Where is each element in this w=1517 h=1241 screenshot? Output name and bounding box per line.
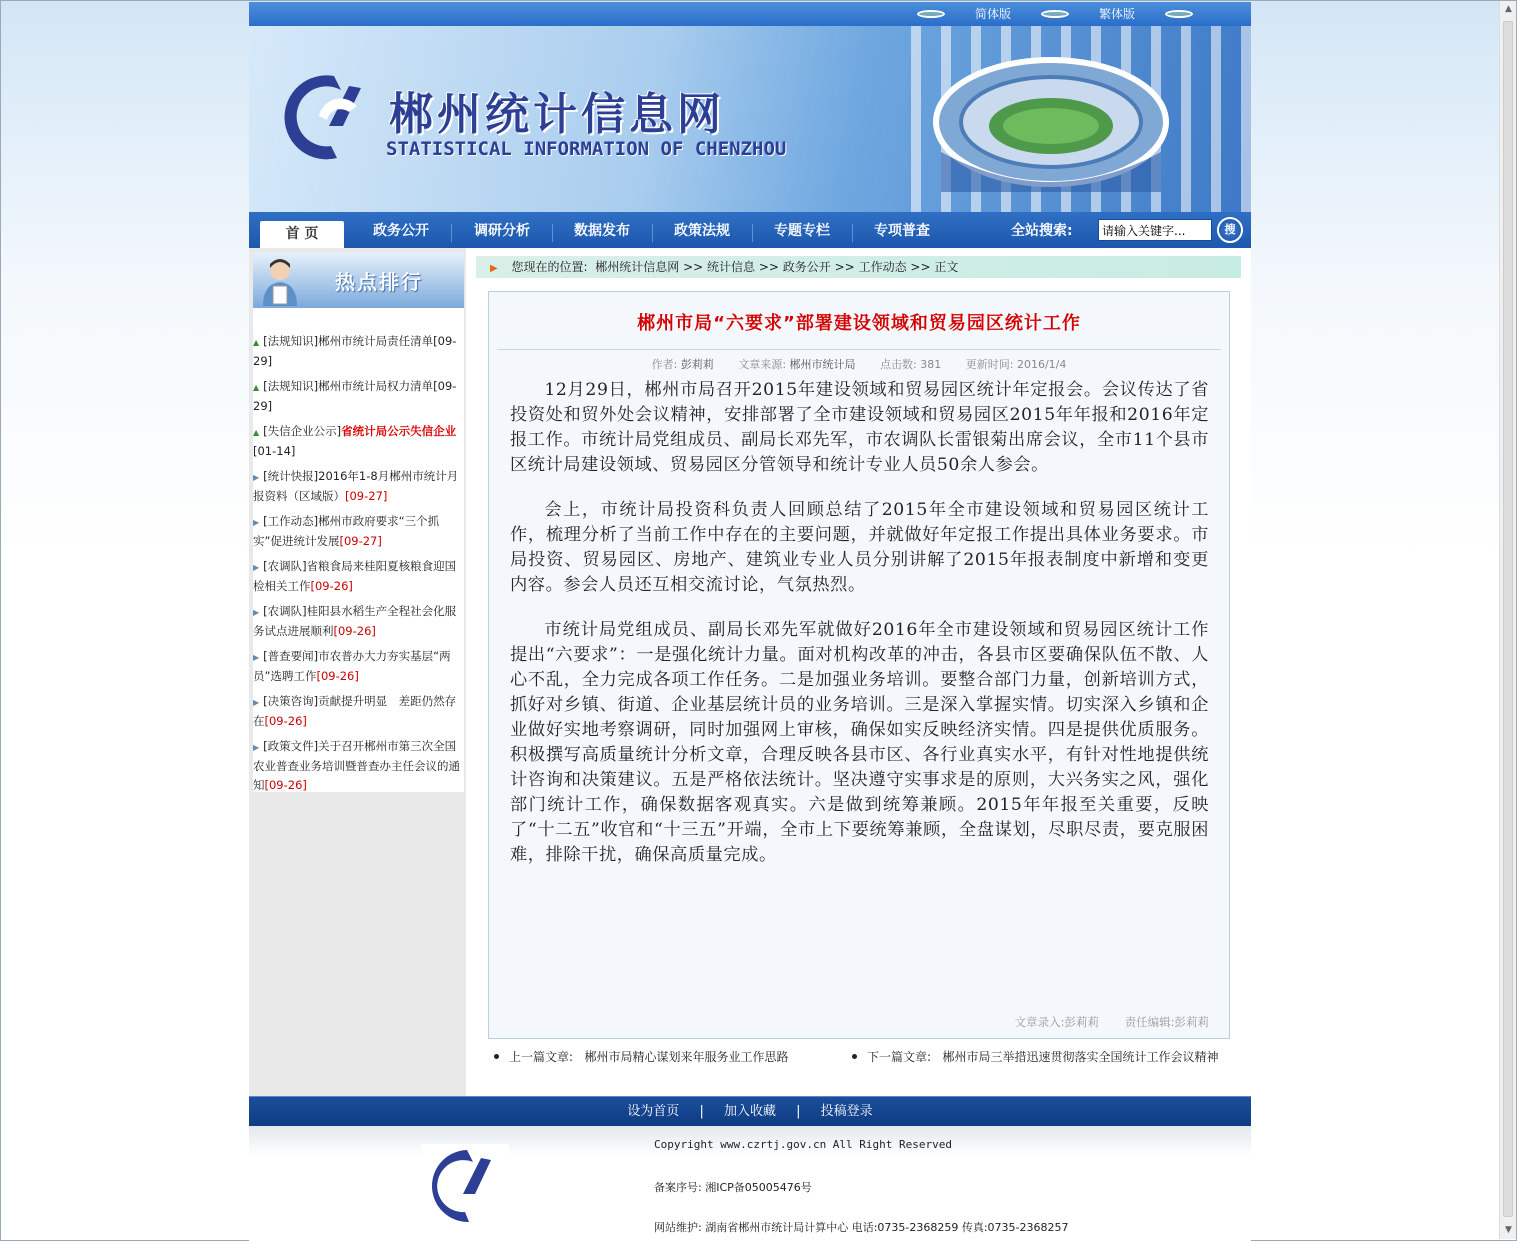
author-value: 彭莉莉	[680, 358, 714, 371]
footer-logo-icon	[421, 1144, 509, 1226]
scrollbar-thumb[interactable]	[1503, 21, 1513, 1217]
page-container	[249, 2, 1251, 1241]
breadcrumb	[476, 256, 1241, 278]
hot-ranking-link[interactable]: 市农普办大力夯实基层“两员”选聘工作	[253, 649, 451, 683]
hot-ranking-date: [09-26]	[333, 624, 376, 638]
hot-ranking-link[interactable]: 省统计局公示失信企业	[341, 424, 457, 438]
editor-label: 责任编辑:	[1124, 1015, 1175, 1029]
site-banner	[249, 26, 1251, 212]
nav-item-government-affairs[interactable]: 政务公开	[373, 223, 429, 239]
vertical-scrollbar[interactable]	[1499, 1, 1516, 1239]
breadcrumb-work-news[interactable]: 工作动态	[858, 260, 907, 274]
entry-value: 彭莉莉	[1064, 1015, 1100, 1029]
hot-ranking-date: [09-27]	[345, 489, 388, 503]
hot-ranking-date: [09-26]	[316, 669, 359, 683]
nav-item-policy[interactable]: 政策法规	[674, 223, 730, 239]
source-label: 文章来源:	[738, 358, 787, 371]
hot-ranking-category: [政策文件]	[263, 739, 319, 753]
article-paragraph: 12月29日，郴州市局召开2015年建设领域和贸易园区统计年定报会。会议传达了省投资处和贸外处会议精神，安排部署了全市建设领域和贸易园区2015年年报和2016年定报工作。市统计局党组成员、副局长邓先军，市农调队长雷银菊出席会议，全市11个县市区统计局建设领域、贸易园区分管领导和统计专业人员50余人参会。	[510, 380, 1209, 475]
main-nav	[249, 212, 1251, 248]
hot-ranking-category: [统计快报]	[263, 469, 319, 483]
green-triangle-icon: ▲	[253, 428, 260, 437]
breadcrumb-sep: >>	[910, 260, 931, 274]
hot-ranking-link[interactable]: 郴州市统计局责任清单	[318, 334, 434, 348]
clicks-label: 点击数:	[880, 358, 917, 371]
site-logo-icon	[279, 66, 379, 166]
hot-ranking-item[interactable]	[253, 512, 464, 551]
prev-label: 上一篇文章:	[509, 1050, 574, 1064]
triangle-icon: ▶	[253, 563, 260, 572]
breadcrumb-stats-info[interactable]: 统计信息	[707, 260, 756, 274]
author-label: 作者:	[651, 358, 678, 371]
hot-ranking-item[interactable]	[253, 332, 464, 371]
hot-ranking-category: [法规知识]	[263, 379, 319, 393]
hot-ranking-category: [农调队]	[263, 604, 307, 618]
source-value: 郴州市统计局	[789, 358, 856, 371]
search-input[interactable]	[1098, 219, 1212, 241]
hot-ranking-link[interactable]: 关于召开郴州市第三次全国农业普查业务培训暨普查办主任会议的通知	[253, 739, 460, 792]
hot-ranking-item[interactable]	[253, 467, 464, 506]
updated-label: 更新时间:	[965, 358, 1014, 371]
bullet-icon	[1041, 10, 1069, 18]
hot-ranking-item[interactable]	[253, 647, 464, 686]
hot-ranking-date: [09-27]	[339, 534, 382, 548]
hot-ranking-panel	[253, 252, 464, 792]
search-label: 全站搜索:	[1011, 223, 1073, 239]
hot-ranking-category: [法规知识]	[263, 334, 319, 348]
site-title: 郴州统计信息网	[389, 89, 725, 140]
triangle-icon: ▶	[253, 653, 260, 662]
hot-ranking-item[interactable]	[253, 422, 464, 461]
breadcrumb-arrow-icon: ▶	[490, 263, 498, 274]
main-content	[249, 248, 1251, 1096]
stadium-image	[921, 42, 1181, 202]
breadcrumb-sep: >>	[834, 260, 855, 274]
hot-ranking-item[interactable]	[253, 602, 464, 641]
hot-ranking-title: 热点排行	[335, 270, 423, 294]
breadcrumb-current: 正文	[934, 260, 959, 274]
top-bar	[249, 2, 1251, 26]
green-triangle-icon: ▲	[253, 383, 260, 392]
article-body	[489, 378, 1229, 868]
hot-ranking-date: [09-26]	[310, 579, 353, 593]
nav-item-research[interactable]: 调研分析	[474, 223, 530, 239]
hot-ranking-link[interactable]: 2016年1-8月郴州市统计月报资料（区域版）	[253, 469, 459, 503]
nav-item-data-release[interactable]: 数据发布	[574, 223, 630, 239]
add-favorite-link[interactable]: 加入收藏	[723, 1104, 776, 1119]
footer-icp: 备案序号: 湘ICP备05005476号	[654, 1181, 812, 1194]
triangle-icon: ▶	[253, 698, 260, 707]
breadcrumb-sep: >>	[683, 260, 704, 274]
scroll-up-arrow-icon[interactable]: ▲	[1505, 4, 1512, 14]
article-panel	[488, 291, 1230, 1039]
article-title: 郴州市局“六要求”部署建设领域和贸易园区统计工作	[637, 313, 1081, 334]
hot-ranking-item[interactable]	[253, 737, 464, 795]
site-subtitle: STATISTICAL INFORMATION OF CHENZHOU	[386, 138, 787, 160]
triangle-icon: ▶	[253, 608, 260, 617]
hot-ranking-item[interactable]	[253, 692, 464, 731]
clicks-value: 381	[920, 358, 942, 371]
breadcrumb-sep: >>	[758, 260, 779, 274]
prev-article	[494, 1048, 789, 1065]
nav-item-home[interactable]: 首 页	[260, 221, 344, 248]
hot-ranking-category: [农调队]	[263, 559, 307, 573]
article-paragraph: 会上，市统计局投资科负责人回顾总结了2015年全市建设领域和贸易园区统计工作，梳理分析了当前工作中存在的主要问题，并就做好年定报工作提出具体业务要求。市局投资、贸易园区、房地产、建筑业专业人员分别讲解了2015年报表制度中新增和变更内容。参会人员还互相交流讨论，气氛热烈。	[510, 500, 1209, 595]
footer-sep: |	[699, 1104, 704, 1119]
next-article	[852, 1048, 1219, 1065]
article-meta	[489, 356, 1229, 372]
article-paragraph: 市统计局党组成员、副局长邓先军就做好2016年全市建设领域和贸易园区统计工作提出“六要求”：一是强化统计力量。面对机构改革的冲击，各县市区要确保队伍不散、人心不乱，全力完成各项工作任务。二是加强业务培训。要整合部门力量，创新培训方式，抓好对乡镇、街道、企业基层统计员的业务培训。三是深入掌握实情。切实深入乡镇和企业做好实地考察调研，同时加强网上审核，确保如实反映经济实情。四是提供优质服务。积极撰写高质量统计分析文章，合理反映各县市区、各行业真实水平，有针对性地提供统计咨询和决策建议。五是严格依法统计。坚决遵守实事求是的原则，大兴务实之风，强化部门统计工作，确保数据客观真实。六是做到统筹兼顾。2015年年报至关重要，反映了“十二五”收官和“十三五”开端，全市上下要统筹兼顾，全盘谋划，尽职尽责，要克服困难，排除干扰，确保高质量完成。	[510, 620, 1209, 865]
updated-value: 2016/1/4	[1016, 358, 1067, 371]
divider	[497, 349, 1221, 350]
nav-item-topics[interactable]: 专题专栏	[774, 223, 830, 239]
footer-maintainer: 网站维护: 湖南省郴州市统计局计算中心 电话:0735-2368259 传真:0735-2368257	[654, 1221, 1069, 1234]
hot-ranking-item[interactable]	[253, 557, 464, 596]
hot-ranking-date: [09-26]	[264, 778, 307, 792]
hot-ranking-link[interactable]: 贡献提升明显 差距仍然存在	[253, 694, 457, 728]
submit-login-link[interactable]: 投稿登录	[820, 1104, 873, 1119]
sidebar	[249, 248, 466, 1096]
triangle-icon: ▶	[253, 743, 260, 752]
hot-ranking-list	[253, 332, 464, 801]
simplified-version-link[interactable]: 简体版	[974, 7, 1011, 21]
bullet-icon	[1165, 10, 1193, 18]
traditional-version-link[interactable]: 繁体版	[1098, 7, 1135, 21]
entry-label: 文章录入:	[1014, 1015, 1065, 1029]
bullet-icon	[852, 1054, 857, 1059]
breadcrumb-home[interactable]: 郴州统计信息网	[595, 260, 680, 274]
hot-ranking-date: [09-29]	[253, 334, 457, 368]
next-label: 下一篇文章:	[867, 1050, 932, 1064]
hot-ranking-item[interactable]	[253, 377, 464, 416]
hot-ranking-date: [09-26]	[264, 714, 307, 728]
hot-ranking-link[interactable]: 郴州市统计局权力清单	[318, 379, 434, 393]
hot-ranking-category: [普查要闻]	[263, 649, 319, 663]
hot-ranking-link[interactable]: 郴州市政府要求“三个抓实”促进统计发展	[253, 514, 440, 548]
editor-value: 彭莉莉	[1174, 1015, 1209, 1029]
set-homepage-link[interactable]: 设为首页	[627, 1104, 680, 1119]
triangle-icon: ▶	[253, 518, 260, 527]
person-avatar-icon	[259, 256, 301, 306]
breadcrumb-prefix: 您现在的位置:	[511, 260, 588, 274]
footer-sep: |	[796, 1104, 801, 1119]
hot-ranking-date: [01-14]	[253, 444, 296, 458]
scroll-down-arrow-icon[interactable]: ▼	[1505, 1225, 1512, 1235]
breadcrumb-gov-affairs[interactable]: 政务公开	[782, 260, 831, 274]
footer	[249, 1126, 1251, 1241]
article-footer-meta	[1015, 1014, 1209, 1030]
hot-ranking-link[interactable]: 省粮食局来桂阳夏核粮食迎国检相关工作	[253, 559, 457, 593]
hot-ranking-header	[253, 252, 464, 308]
triangle-icon: ▶	[253, 473, 260, 482]
green-triangle-icon: ▲	[253, 338, 260, 347]
footer-copyright: Copyright www.czrtj.gov.cn All Right Reserved	[654, 1138, 953, 1151]
nav-item-census[interactable]: 专项普查	[874, 223, 930, 239]
footer-links-bar	[249, 1096, 1251, 1126]
hot-ranking-category: [工作动态]	[263, 514, 319, 528]
bullet-icon	[917, 10, 945, 18]
hot-ranking-date: [09-29]	[253, 379, 457, 413]
search-button[interactable]: 搜	[1217, 217, 1243, 243]
hot-ranking-category: [失信企业公示]	[263, 424, 342, 438]
next-article-link[interactable]: 郴州市局三举措迅速贯彻落实全国统计工作会议精神	[942, 1050, 1219, 1064]
bullet-icon	[494, 1054, 499, 1059]
hot-ranking-category: [决策咨询]	[263, 694, 319, 708]
hot-ranking-link[interactable]: 桂阳县水稻生产全程社会化服务试点进展顺利	[253, 604, 457, 638]
prev-article-link[interactable]: 郴州市局精心谋划来年服务业工作思路	[584, 1050, 789, 1064]
